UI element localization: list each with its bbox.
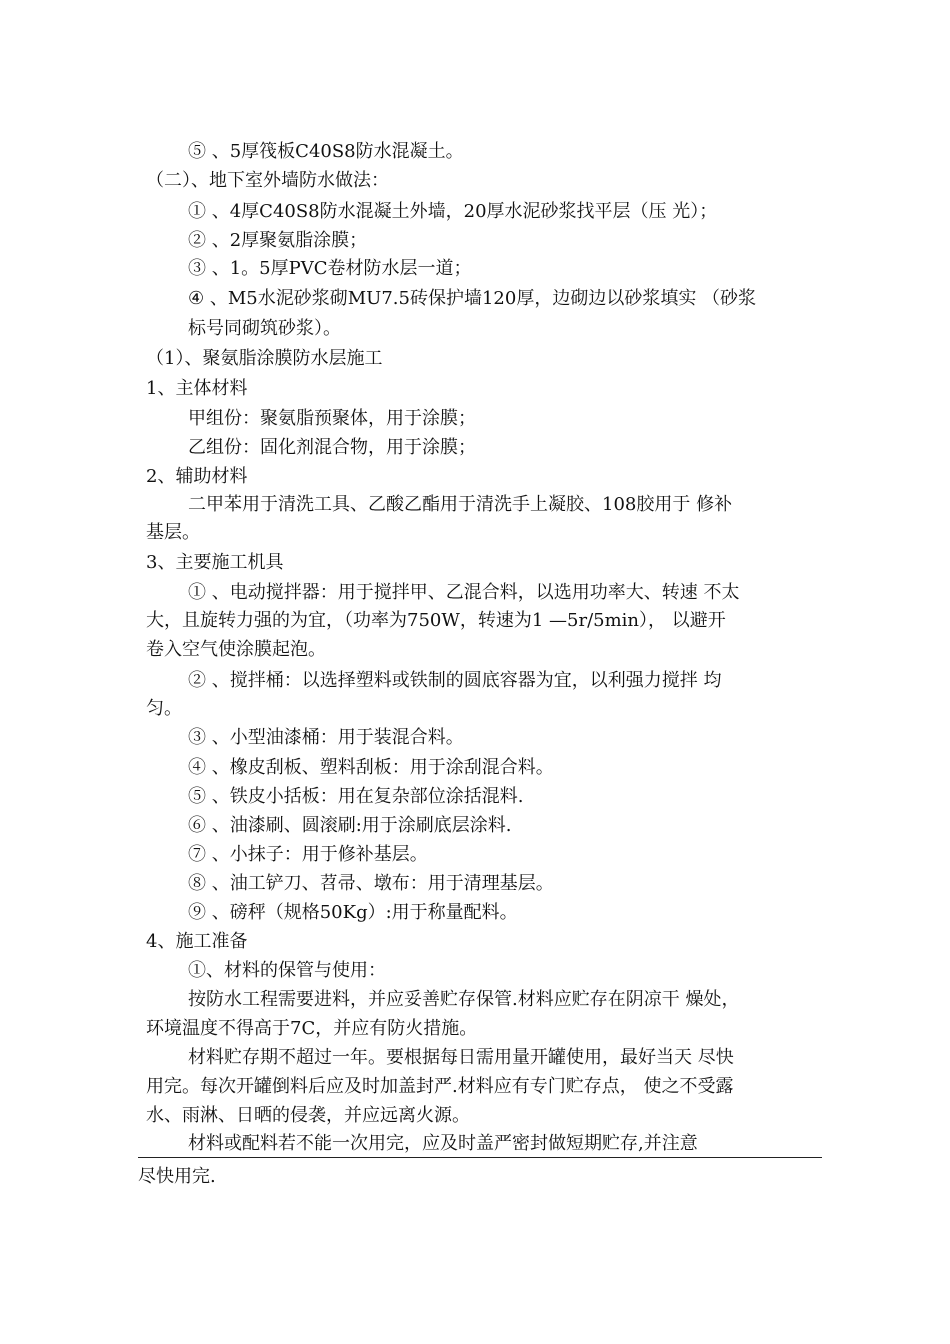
text-line: ④ 、橡皮刮板、塑料刮板：用于涂刮混合料。 (188, 757, 554, 778)
text-line: ⑥ 、油漆刷、圆滚刷:用于涂刷底层涂料. (188, 815, 512, 836)
text-line: 用完。每次开罐倒料后应及时加盖封严.材料应有专门贮存点， 使之不受露 (146, 1076, 734, 1097)
subsection-heading: 1、主体材料 (146, 378, 248, 399)
text-line: ① 、电动搅拌器：用于搅拌甲、乙混合料，以选用功率大、转速 不太 (188, 582, 740, 603)
subsection-heading: 2、辅助材料 (146, 466, 248, 487)
section-heading: （1）、聚氨脂涂膜防水层施工 (146, 348, 383, 369)
text-line: 卷入空气使涂膜起泡。 (146, 639, 326, 660)
text-line: 大，且旋转力强的为宜，（功率为750W，转速为1 —5r/5min）， 以避开 (146, 610, 726, 631)
text-line: ⑦ 、小抹子：用于修补基层。 (188, 844, 428, 865)
subsection-heading: 4、施工准备 (146, 931, 248, 952)
text-line: ② 、搅拌桶：以选择塑料或铁制的圆底容器为宜，以利强力搅拌 均 (188, 670, 722, 691)
text-line: ⑤ 、5厚筏板C40S8防水混凝土。 (188, 141, 464, 162)
text-line: 基层。 (146, 522, 200, 543)
text-line: ① 、4厚C40S8防水混凝土外墙，20厚水泥砂浆找平层（压 光）； (188, 201, 718, 222)
text-line: 乙组份：固化剂混合物，用于涂膜； (188, 437, 476, 458)
text-line: 水、雨淋、日晒的侵袭，并应远离火源。 (146, 1105, 470, 1126)
text-line: ⑤ 、铁皮小括板：用在复杂部位涂括混料. (188, 786, 524, 807)
text-line: 材料或配料若不能一次用完，应及时盖严密封做短期贮存,并注意 (188, 1133, 698, 1154)
text-line: ①、材料的保管与使用： (188, 960, 386, 981)
text-line: 按防水工程需要进料，并应妥善贮存保管.材料应贮存在阴凉干 燥处， (188, 989, 740, 1010)
text-line: 甲组份：聚氨脂预聚体，用于涂膜； (188, 408, 476, 429)
text-line: ⑨ 、磅秤（规格50Kg）:用于称量配料。 (188, 902, 518, 923)
text-line: ③ 、1。5厚PVC卷材防水层一道； (188, 258, 472, 279)
text-line: 材料贮存期不超过一年。要根据每日需用量开罐使用，最好当天 尽快 (188, 1047, 734, 1068)
text-line: ④ 、M5水泥砂浆砌MU7.5砖保护墙120厚，边砌边以砂浆填实 （砂浆 (188, 288, 757, 309)
footer-text: 尽快用完. (138, 1166, 216, 1187)
subsection-heading: 3、主要施工机具 (146, 552, 284, 573)
text-line: ③ 、小型油漆桶：用于装混合料。 (188, 727, 464, 748)
text-line: ⑧ 、油工铲刀、苕帚、墩布：用于清理基层。 (188, 873, 554, 894)
text-line: ② 、2厚聚氨脂涂膜； (188, 230, 368, 251)
text-line: 环境温度不得高于7C，并应有防火措施。 (146, 1018, 478, 1039)
text-line: 二甲苯用于清洗工具、乙酸乙酯用于清洗手上凝胶、108胶用于 修补 (188, 494, 733, 515)
text-line: 匀。 (146, 698, 182, 719)
text-line: 标号同砌筑砂浆）。 (188, 318, 341, 339)
horizontal-divider (138, 1157, 822, 1158)
section-heading: （二）、地下室外墙防水做法： (146, 170, 389, 191)
